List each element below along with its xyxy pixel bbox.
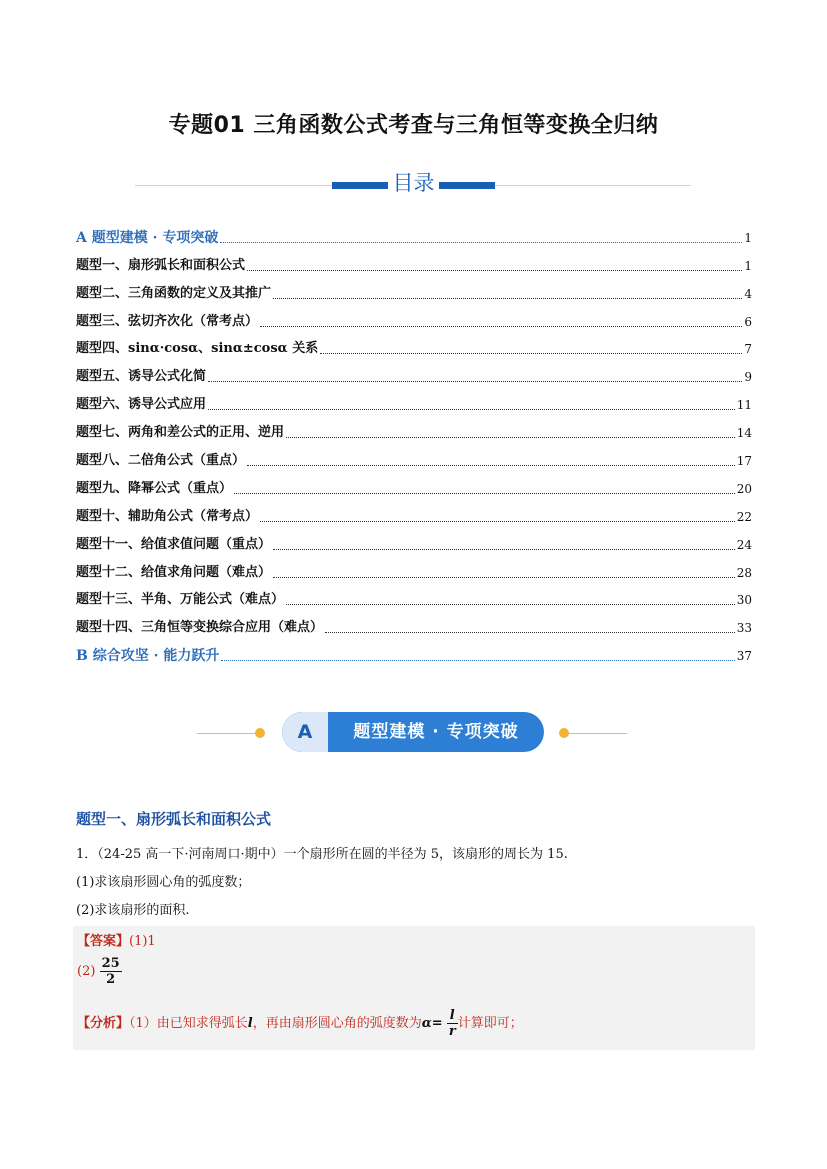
toc-leader-dots: [221, 659, 734, 661]
toc-page-number: 24: [736, 537, 752, 552]
answer-fraction: [100, 956, 122, 987]
toc-banner-bar-right: [439, 182, 495, 189]
analysis-fraction-numerator: l: [447, 1008, 458, 1024]
question-type-heading: 题型一、扇形弧长和面积公式: [76, 810, 272, 828]
toc-page-number: 22: [736, 509, 752, 524]
toc-leader-dots: [320, 352, 742, 354]
analysis-tag: 【分析】: [77, 1016, 130, 1031]
analysis-var-l: l: [247, 1016, 253, 1031]
toc-entry[interactable]: [76, 332, 752, 360]
toc-section-entry[interactable]: [76, 638, 752, 666]
toc-entry-label: 题型十三、半角、万能公式（难点）: [76, 592, 285, 608]
analysis-line: [77, 1008, 523, 1039]
section-title: 题型建模 · 专项突破: [353, 722, 519, 742]
toc-leader-dots: [247, 464, 735, 466]
toc-entry-label: 题型十一、给值求值问题（重点）: [76, 536, 272, 552]
analysis-text-3: 计算即可；: [457, 1016, 523, 1031]
toc-section-entry[interactable]: [76, 220, 752, 248]
question-part-2: (2)求该扇形的面积.: [76, 903, 190, 918]
toc-heading: 目录: [388, 168, 439, 198]
toc-leader-dots: [286, 603, 735, 605]
section-pill: [282, 712, 544, 752]
toc-entry-label: 题型三、弦切齐次化（常考点）: [76, 313, 259, 329]
toc-entry-label: 题型四、sinα·cosα、sinα±cosα 关系: [76, 341, 319, 357]
toc-leader-dots: [260, 325, 742, 327]
analysis-fraction-denominator: r: [448, 1024, 456, 1039]
toc-page-number: 1: [744, 258, 752, 273]
question-part-1: (1)求该扇形圆心角的弧度数；: [76, 875, 251, 890]
toc-page-number: 7: [744, 342, 752, 357]
toc-entry[interactable]: [76, 248, 752, 276]
toc-entry[interactable]: [76, 415, 752, 443]
toc-entry[interactable]: [76, 304, 752, 332]
toc-entry-label: A 题型建模 · 专项突破: [76, 229, 219, 246]
banner-dot-left: [255, 728, 265, 738]
toc-page-number: 37: [736, 649, 752, 664]
toc-page-number: 11: [736, 398, 752, 413]
toc-entry-label: 题型八、二倍角公式（重点）: [76, 453, 246, 469]
toc-entry[interactable]: [76, 359, 752, 387]
question-stem: 1．（24-25 高一下·河南周口·期中）一个扇形所在圆的半径为 5，该扇形的周长为 15.: [76, 847, 568, 862]
banner-dot-right: [559, 728, 569, 738]
analysis-fraction: [447, 1008, 458, 1039]
toc-entry-label: 题型一、扇形弧长和面积公式: [76, 257, 246, 273]
section-banner: [197, 712, 627, 754]
toc-entry[interactable]: [76, 610, 752, 638]
table-of-contents: [76, 220, 752, 666]
toc-entry-label: 题型十、辅助角公式（常考点）: [76, 508, 259, 524]
answer-part-1: (1)1: [129, 934, 156, 949]
page-title: 专题01 三角函数公式考查与三角恒等变换全归纳: [168, 113, 659, 138]
toc-entry[interactable]: [76, 387, 752, 415]
analysis-text-1: （1）由已知求得弧长: [129, 1016, 248, 1031]
toc-page-number: 20: [736, 481, 752, 496]
toc-leader-dots: [273, 548, 735, 550]
toc-leader-dots: [234, 492, 735, 494]
answer-line-1: [77, 930, 156, 949]
toc-entry-label: 题型七、两角和差公式的正用、逆用: [76, 425, 285, 441]
toc-leader-dots: [208, 380, 742, 382]
toc-entry-label: 题型十二、给值求角问题（难点）: [76, 564, 272, 580]
answer-fraction-numerator: 25: [101, 956, 120, 971]
toc-page-number: 17: [736, 454, 752, 469]
toc-page-number: 6: [744, 314, 752, 329]
analysis-alpha: α: [421, 1016, 432, 1031]
section-letter: A: [282, 712, 328, 752]
toc-page-number: 30: [736, 593, 752, 608]
toc-banner: [135, 170, 691, 200]
answer-tag: 【答案】: [77, 934, 130, 949]
toc-page-number: 28: [736, 565, 752, 580]
answer-line-2: [77, 956, 122, 987]
toc-page-number: 33: [736, 621, 752, 636]
toc-entry[interactable]: [76, 555, 752, 583]
toc-entry-label: 题型十四、三角恒等变换综合应用（难点）: [76, 620, 324, 636]
toc-entry[interactable]: [76, 471, 752, 499]
analysis-text-2: ，再由扇形圆心角的弧度数为: [252, 1016, 422, 1031]
toc-leader-dots: [325, 631, 735, 633]
toc-entry[interactable]: [76, 583, 752, 611]
toc-entry-label: 题型五、诱导公式化简: [76, 369, 207, 385]
toc-leader-dots: [260, 520, 735, 522]
toc-leader-dots: [286, 436, 735, 438]
toc-entry-label: B 综合攻坚 · 能力跃升: [76, 648, 220, 665]
toc-leader-dots: [273, 576, 735, 578]
banner-line-right: [565, 733, 627, 734]
answer-part-2-prefix: (2): [77, 964, 96, 979]
toc-leader-dots: [247, 269, 742, 271]
toc-leader-dots: [273, 297, 742, 299]
answer-box: [73, 926, 755, 1050]
toc-page-number: 4: [744, 286, 752, 301]
toc-page-number: 14: [736, 426, 752, 441]
toc-page-number: 9: [744, 370, 752, 385]
toc-entry[interactable]: [76, 443, 752, 471]
toc-entry[interactable]: [76, 527, 752, 555]
banner-line-left: [197, 733, 259, 734]
toc-entry-label: 题型二、三角函数的定义及其推广: [76, 285, 272, 301]
answer-fraction-denominator: 2: [106, 972, 116, 987]
toc-leader-dots: [220, 241, 742, 243]
toc-page-number: 1: [744, 230, 752, 245]
toc-banner-bar-left: [332, 182, 388, 189]
toc-entry-label: 题型六、诱导公式应用: [76, 397, 207, 413]
analysis-equals: =: [431, 1016, 443, 1031]
toc-entry[interactable]: [76, 499, 752, 527]
toc-leader-dots: [208, 408, 735, 410]
toc-entry-label: 题型九、降幂公式（重点）: [76, 480, 233, 496]
toc-entry[interactable]: [76, 276, 752, 304]
